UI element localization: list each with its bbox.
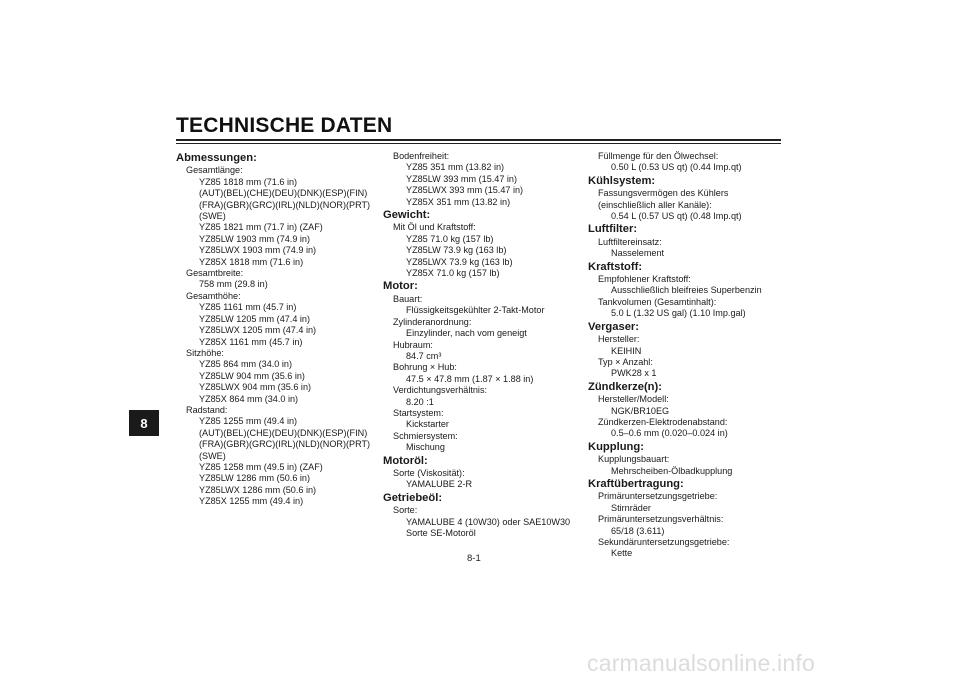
- section-heading: Getriebeöl:: [383, 491, 443, 504]
- spec-value: YZ85LWX 904 mm (35.6 in): [199, 382, 312, 393]
- spec-label: Radstand:: [186, 404, 228, 415]
- spec-value: YZ85LW 73.9 kg (163 lb): [406, 245, 507, 256]
- spec-label: Zylinderanordnung:: [393, 316, 472, 327]
- spec-value: Nasselement: [611, 248, 665, 259]
- spec-value: YAMALUBE 2-R: [406, 479, 473, 490]
- spec-value: YZ85LWX 73.9 kg (163 lb): [406, 256, 513, 267]
- section-heading: Kraftübertragung:: [588, 477, 684, 490]
- spec-label: Luftfiltereinsatz:: [598, 236, 662, 247]
- section-heading: Kupplung:: [588, 440, 644, 453]
- spec-label: Primäruntersetzungsgetriebe:: [598, 491, 718, 502]
- spec-value: YZ85X 1161 mm (45.7 in): [199, 336, 303, 347]
- watermark: carmanualsonline.info: [587, 650, 815, 676]
- spec-value: Ausschließlich bleifreies Superbenzin: [611, 285, 762, 296]
- spec-value: YZ85X 351 mm (13.82 in): [406, 196, 511, 207]
- spec-value: Einzylinder, nach vom geneigt: [406, 328, 527, 339]
- spec-label: Sekundäruntersetzungsgetriebe:: [598, 537, 730, 547]
- spec-label: Gesamthöhe:: [186, 290, 241, 301]
- spec-label: Typ × Anzahl:: [598, 356, 653, 367]
- section-heading: Vergaser:: [588, 320, 639, 333]
- spec-value: PWK28 x 1: [611, 368, 657, 379]
- spec-value: (SWE): [199, 450, 226, 461]
- title-rule-thin: [176, 143, 781, 144]
- spec-label: Bodenfreiheit:: [393, 151, 450, 161]
- spec-label: Empfohlener Kraftstoff:: [598, 274, 691, 285]
- section-heading: Motoröl:: [383, 454, 428, 467]
- spec-label: Sitzhöhe:: [186, 347, 224, 358]
- spec-value: YZ85LW 904 mm (35.6 in): [199, 370, 305, 381]
- spec-value: YZ85LWX 1286 mm (50.6 in): [199, 484, 317, 495]
- spec-value: YZ85 1258 mm (49.5 in) (ZAF): [199, 461, 323, 472]
- spec-label: Bohrung × Hub:: [393, 362, 457, 373]
- spec-value: YZ85X 71.0 kg (157 lb): [406, 268, 500, 279]
- spec-label: Kupplungsbauart:: [598, 454, 670, 465]
- spec-label: Gesamtlänge:: [186, 165, 243, 176]
- spec-label: Füllmenge für den Ölwechsel:: [598, 151, 719, 161]
- spec-value: 47.5 × 47.8 mm (1.87 × 1.88 in): [406, 373, 534, 384]
- spec-label: Fassungsvermögen des Kühlers: [598, 188, 729, 199]
- section-heading: Abmessungen:: [176, 152, 257, 164]
- section-heading: Zündkerze(n):: [588, 380, 662, 393]
- spec-label: Mit Öl und Kraftstoff:: [393, 222, 476, 233]
- spec-value: 758 mm (29.8 in): [199, 279, 268, 290]
- spec-value: NGK/BR10EG: [611, 405, 670, 416]
- spec-value: (FRA)(GBR)(GRC)(IRL)(NLD)(NOR)(PRT): [199, 199, 371, 210]
- spec-value: YZ85LW 1286 mm (50.6 in): [199, 473, 311, 484]
- spec-label: Bauart:: [393, 293, 423, 304]
- spec-label: Tankvolumen (Gesamtinhalt):: [598, 296, 717, 307]
- spec-value: YZ85X 1818 mm (71.6 in): [199, 256, 304, 267]
- spec-column-2: [383, 151, 588, 539]
- spec-value: YZ85 1161 mm (45.7 in): [199, 302, 297, 313]
- spec-label: Schmiersystem:: [393, 430, 458, 441]
- page-title: TECHNISCHE DATEN: [176, 114, 393, 137]
- chapter-tab: 8: [129, 410, 159, 436]
- spec-label: Hubraum:: [393, 339, 433, 350]
- spec-value: (AUT)(BEL)(CHE)(DEU)(DNK)(ESP)(FIN): [199, 188, 368, 199]
- spec-value: YZ85 1821 mm (71.7 in) (ZAF): [199, 222, 323, 233]
- spec-value: (AUT)(BEL)(CHE)(DEU)(DNK)(ESP)(FIN): [199, 427, 368, 438]
- spec-label: Gesamtbreite:: [186, 268, 244, 279]
- spec-label: Zündkerzen-Elektrodenabstand:: [598, 416, 728, 427]
- spec-value: 8.20 :1: [406, 396, 434, 407]
- spec-label: Sorte:: [393, 505, 418, 516]
- spec-label: Hersteller:: [598, 334, 640, 345]
- spec-value: Stirnräder: [611, 502, 651, 513]
- spec-value: KEIHIN: [611, 345, 642, 356]
- spec-value: 0.54 L (0.57 US qt) (0.48 Imp.qt): [611, 211, 742, 222]
- section-heading: Kraftstoff:: [588, 260, 643, 273]
- spec-value: Flüssigkeitsgekühlter 2-Takt-Motor: [406, 305, 545, 316]
- spec-value: YZ85X 1255 mm (49.4 in): [199, 496, 304, 507]
- spec-value: YZ85LW 1205 mm (47.4 in): [199, 313, 311, 324]
- spec-label: (einschließlich aller Kanäle):: [598, 199, 712, 210]
- spec-value: YZ85 1255 mm (49.4 in): [199, 416, 298, 427]
- spec-label: Hersteller/Modell:: [598, 394, 669, 405]
- section-heading: Motor:: [383, 280, 418, 293]
- spec-value: YZ85 864 mm (34.0 in): [199, 359, 292, 370]
- page-number: 8-1: [467, 553, 481, 564]
- spec-value: Kette: [611, 548, 633, 559]
- title-rule: [176, 139, 781, 141]
- spec-value: Mischung: [406, 442, 445, 453]
- spec-label: Sorte (Viskosität):: [393, 467, 465, 478]
- spec-column-1: [176, 151, 386, 508]
- spec-label: Primäruntersetzungsverhältnis:: [598, 514, 724, 525]
- spec-value: (FRA)(GBR)(GRC)(IRL)(NLD)(NOR)(PRT): [199, 439, 371, 450]
- spec-value: 65/18 (3.611): [611, 525, 665, 536]
- spec-value: YZ85LW 1903 mm (74.9 in): [199, 233, 311, 244]
- spec-value: 84.7 cm³: [406, 350, 442, 361]
- spec-value: YZ85 71.0 kg (157 lb): [406, 233, 494, 244]
- spec-label: Startsystem:: [393, 407, 444, 418]
- spec-value: Kickstarter: [406, 419, 449, 430]
- spec-value: (SWE): [199, 211, 226, 222]
- spec-value: Sorte SE-Motoröl: [406, 528, 476, 538]
- section-heading: Gewicht:: [383, 209, 431, 222]
- spec-value: 0.50 L (0.53 US qt) (0.44 Imp.qt): [611, 162, 742, 173]
- section-heading: Luftfilter:: [588, 223, 638, 236]
- spec-value: YZ85 351 mm (13.82 in): [406, 162, 505, 173]
- spec-value: YZ85LWX 1205 mm (47.4 in): [199, 325, 317, 336]
- spec-value: YZ85LWX 1903 mm (74.9 in): [199, 245, 317, 256]
- spec-value: 5.0 L (1.32 US gal) (1.10 Imp.gal): [611, 308, 746, 319]
- spec-column-3: [588, 151, 788, 560]
- spec-value: 0.5–0.6 mm (0.020–0.024 in): [611, 428, 728, 439]
- spec-value: YAMALUBE 4 (10W30) oder SAE10W30: [406, 516, 571, 527]
- spec-label: Verdichtungsverhältnis:: [393, 385, 488, 396]
- spec-value: YZ85LW 393 mm (15.47 in): [406, 173, 518, 184]
- spec-value: YZ85LWX 393 mm (15.47 in): [406, 185, 524, 196]
- section-heading: Kühlsystem:: [588, 174, 656, 187]
- spec-value: YZ85 1818 mm (71.6 in): [199, 176, 298, 187]
- spec-value: Mehrscheiben-Ölbadkupplung: [611, 465, 733, 476]
- spec-value: YZ85X 864 mm (34.0 in): [199, 393, 299, 404]
